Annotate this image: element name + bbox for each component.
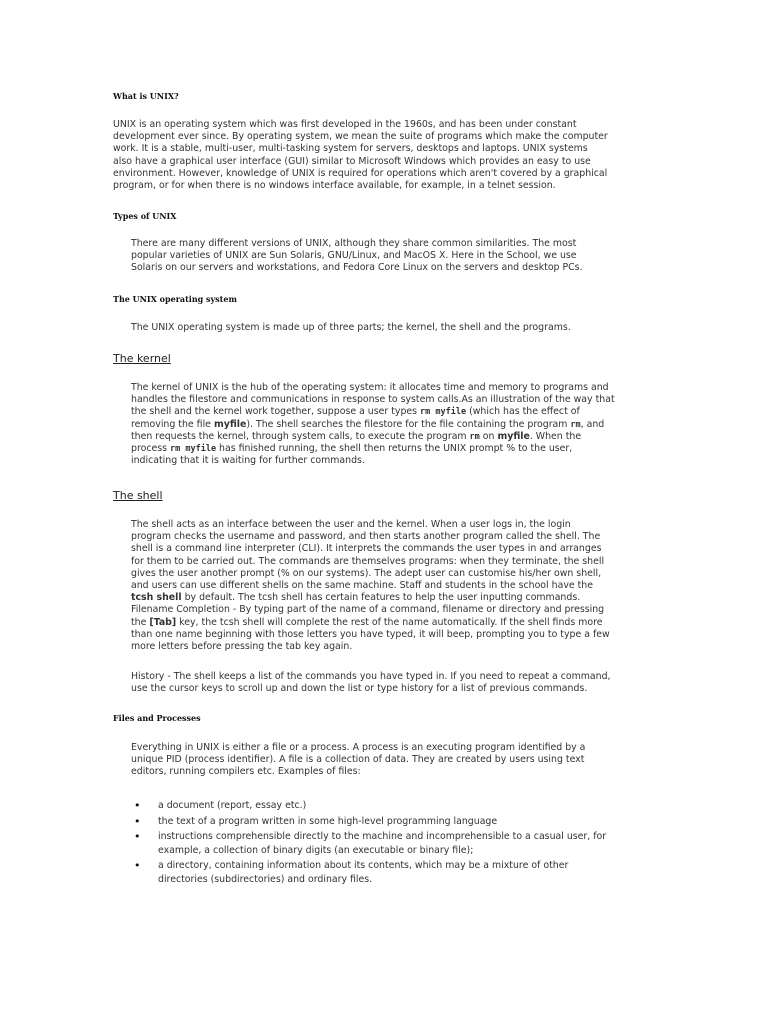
text-line: use the cursor keys to scroll up and down the list or type history for a list of previous commands. <box>131 683 588 695</box>
bullet-icon: • <box>134 830 141 843</box>
bold-tab-key: [Tab] <box>149 616 177 628</box>
text-line: The kernel of UNIX is the hub of the operating system: it allocates time and memory to programs and <box>131 382 609 393</box>
text-line: editors, running compilers etc. Examples of files: <box>131 766 361 778</box>
text-line: instructions comprehensible directly to the machine and incomprehensible to a casual user, for <box>158 831 607 842</box>
text-line: The shell acts as an interface between the user and the kernel. When a user logs in, the login <box>131 519 571 530</box>
text-line: program, or for when there is no windows interface available, for example, in a telnet session. <box>113 180 556 192</box>
text-line: gives the user another prompt (% on our systems). The adept user can customise his/her own shell, <box>131 567 602 579</box>
text-run: the <box>131 616 150 628</box>
list-item <box>134 815 606 829</box>
list-item-text <box>158 859 606 886</box>
text-line: unique PID (process identifier). A file is a collection of data. They are created by users using text <box>131 754 585 766</box>
text-line: development ever since. By operating system, we mean the suite of programs which make the computer <box>113 131 608 143</box>
text-line: handles the filestore and communications in response to system calls.As an illustration of the way that <box>131 394 615 406</box>
text-line: Everything in UNIX is either a file or a process. A process is an executing program identified by a <box>131 742 586 753</box>
text-run: by default. The tcsh shell has certain features to help the user inputting commands. <box>181 592 581 604</box>
list-item <box>134 830 606 857</box>
text-run: (which has the effect of <box>466 406 580 418</box>
code-rm-myfile: rm myfile <box>420 407 467 418</box>
bullet-icon: • <box>134 814 141 828</box>
text-line: and users can use different shells on the same machine. Staff and students in the school have the <box>131 580 593 592</box>
text-line: a document (report, essay etc.) <box>158 800 307 811</box>
paragraph-history <box>131 671 611 695</box>
text-line: more letters before pressing the tab key again. <box>131 641 353 653</box>
text-line: example, a collection of binary digits (an executable or binary file); <box>158 844 474 856</box>
heading-types-of-unix: Types of UNIX <box>113 211 177 221</box>
code-rm-myfile: rm myfile <box>170 444 217 455</box>
code-rm: rm <box>469 431 480 442</box>
text-line: indicating that it is waiting for further commands. <box>131 455 365 467</box>
text-line: program checks the username and password, and then starts another program called the shell. The <box>131 531 601 543</box>
text-line <box>131 443 615 455</box>
text-run: key, the tcsh shell will complete the rest of the name automatically. If the shell finds more <box>176 616 603 628</box>
list-item <box>134 799 606 813</box>
text-run: process <box>131 443 171 455</box>
text-run: then requests the kernel, through system calls, to execute the program <box>131 430 470 442</box>
text-line: Filename Completion - By typing part of the name of a command, filename or directory and pressing <box>131 604 605 616</box>
text-line: the text of a program written in some high-level programming language <box>158 815 498 827</box>
heading-what-is-unix: What is UNIX? <box>113 91 179 101</box>
list-item-text <box>158 830 606 857</box>
text-line <box>131 617 610 629</box>
text-run: has finished running, the shell then returns the UNIX prompt % to the user, <box>216 443 573 455</box>
text-line: Solaris on our servers and workstations, and Fedora Core Linux on the servers and desktop PCs. <box>131 262 583 274</box>
text-line: for them to be carried out. The commands are themselves programs: when they terminate, the shell <box>131 555 605 567</box>
text-line <box>131 592 610 604</box>
text-run: removing the file <box>131 418 214 430</box>
paragraph-files <box>131 742 585 779</box>
heading-unix-operating-system: The UNIX operating system <box>113 294 237 304</box>
text-line <box>131 406 615 418</box>
bold-tcsh-shell: tcsh shell <box>131 592 182 604</box>
text-line: directories (subdirectories) and ordinary files. <box>158 873 373 885</box>
paragraph-kernel <box>131 382 615 467</box>
heading-files-and-processes: Files and Processes <box>113 713 201 723</box>
heading-the-kernel: The kernel <box>113 352 171 365</box>
text-line: popular varieties of UNIX are Sun Solaris, GNU/Linux, and MacOS X. Here in the School, we use <box>131 250 577 262</box>
text-line: History - The shell keeps a list of the commands you have typed in. If you need to repeat a command, <box>131 671 611 682</box>
list-item <box>134 859 606 886</box>
text-run: . When the <box>529 430 582 442</box>
text-run: the shell and the kernel work together, suppose a user types <box>131 406 421 418</box>
text-run: ). The shell searches the filestore for the file containing the program <box>246 418 571 430</box>
heading-the-shell: The shell <box>113 489 163 502</box>
text-line <box>131 419 615 431</box>
text-line: a directory, containing information about its contents, which may be a mixture of other <box>158 860 569 871</box>
paragraph-what-is-unix <box>113 119 608 192</box>
text-line: shell is a command line interpreter (CLI). It interprets the commands the user types in and arranges <box>131 543 602 555</box>
bold-myfile: myfile <box>213 418 247 430</box>
list-item-text <box>158 799 606 813</box>
text-line: than one name beginning with those letters you have typed, it will beep, prompting you to type a few <box>131 628 610 640</box>
text-line: environment. However, knowledge of UNIX is required for operations which aren't covered by a graphical <box>113 167 608 179</box>
bullet-icon: • <box>134 859 141 872</box>
code-rm: rm <box>570 419 581 430</box>
text-line: UNIX is an operating system which was first developed in the 1960s, and has been under constant <box>113 119 577 130</box>
paragraph-types-of-unix <box>131 238 583 275</box>
text-run: , and <box>580 418 605 430</box>
paragraph-unix-operating-system <box>131 322 571 334</box>
text-line: The UNIX operating system is made up of three parts; the kernel, the shell and the programs. <box>131 322 571 333</box>
text-line <box>131 431 615 443</box>
bold-myfile: myfile <box>497 430 530 442</box>
text-run: on <box>479 430 498 442</box>
file-examples-list <box>134 799 606 886</box>
text-line: There are many different versions of UNIX, although they share common similarities. The most <box>131 238 577 249</box>
text-line: work. It is a stable, multi-user, multi-tasking system for servers, desktops and laptops. UNIX systems <box>113 143 588 155</box>
paragraph-shell <box>131 519 610 653</box>
text-line: also have a graphical user interface (GUI) similar to Microsoft Windows which provides an easy to use <box>113 155 591 167</box>
list-item-text <box>158 815 606 829</box>
bullet-icon: • <box>134 799 141 812</box>
